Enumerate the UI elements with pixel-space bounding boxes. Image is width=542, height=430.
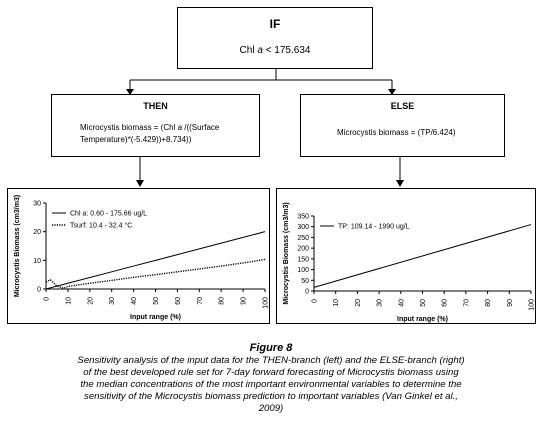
y-tick-label: 350 bbox=[297, 213, 309, 221]
if-condition-var: a bbox=[257, 45, 263, 56]
y-tick-label: 50 bbox=[301, 277, 309, 285]
x-tick-label: 50 bbox=[153, 297, 160, 305]
arrow-to-left-chart bbox=[136, 180, 144, 187]
x-tick-label: 100 bbox=[262, 297, 269, 309]
x-axis-label: Input range (%) bbox=[397, 316, 448, 323]
if-condition-rest: < 175.634 bbox=[262, 45, 311, 56]
then-formula-line1-pre: Microcystis biomass = (Chl bbox=[80, 123, 178, 132]
x-tick-label: 100 bbox=[528, 299, 535, 311]
series-line-0 bbox=[46, 232, 265, 289]
y-tick-label: 100 bbox=[297, 267, 309, 275]
x-tick-label: 80 bbox=[485, 299, 493, 307]
y-tick-label: 20 bbox=[33, 229, 41, 237]
then-formula-line1-post: /((Surface bbox=[182, 123, 220, 132]
y-tick-label: 200 bbox=[297, 245, 309, 253]
arrow-to-right-chart bbox=[396, 180, 404, 187]
right-chart-panel bbox=[276, 188, 536, 324]
caption-line: the median concentrations of the most important environmental variables to determine the bbox=[80, 379, 462, 390]
x-tick-label: 60 bbox=[441, 299, 449, 307]
x-tick-label: 90 bbox=[506, 299, 514, 307]
x-tick-label: 70 bbox=[463, 299, 471, 307]
else-formula: Microcystis biomass = (TP/6.424) bbox=[337, 128, 456, 137]
left-chart bbox=[8, 189, 269, 323]
legend-label: Chl a: 0.60 - 175.66 ug/L bbox=[70, 210, 148, 218]
y-tick-label: 250 bbox=[297, 234, 309, 242]
x-tick-label: 50 bbox=[420, 299, 427, 307]
legend-label: Tsurf: 10.4 - 32.4 °C bbox=[70, 222, 133, 230]
x-tick-label: 40 bbox=[131, 297, 139, 305]
x-axis-label: Input range (%) bbox=[130, 314, 181, 321]
then-box bbox=[51, 94, 260, 157]
x-tick-label: 80 bbox=[218, 297, 226, 305]
else-box bbox=[300, 94, 505, 157]
caption-line: 2009) bbox=[258, 403, 284, 414]
series-line-1 bbox=[46, 259, 265, 288]
y-axis-label: Microcystis Biomass (cm3/m3) bbox=[14, 194, 21, 298]
x-tick-label: 20 bbox=[354, 299, 362, 307]
x-tick-label: 70 bbox=[196, 297, 204, 305]
x-tick-label: 60 bbox=[174, 297, 182, 305]
x-tick-label: 10 bbox=[65, 297, 73, 305]
then-box-title: THEN bbox=[143, 101, 168, 111]
then-formula-line2: Temperature)*(-5.429))+8.734)) bbox=[80, 135, 192, 144]
then-formula-line1-var: a bbox=[177, 123, 183, 132]
x-tick-label: 20 bbox=[87, 297, 95, 305]
legend-label: TP: 109.14 - 1990 ug/L bbox=[338, 223, 410, 231]
y-tick-label: 30 bbox=[33, 200, 41, 208]
y-tick-label: 10 bbox=[33, 257, 41, 265]
x-tick-label: 30 bbox=[376, 299, 384, 307]
caption-line: of the best developed rule set for 7-day forward forecasting of Microcystis biomass using bbox=[83, 367, 459, 378]
then-formula bbox=[80, 122, 219, 146]
y-tick-label: 0 bbox=[37, 286, 41, 294]
figure-caption bbox=[0, 355, 542, 415]
x-tick-label: 40 bbox=[398, 299, 406, 307]
x-tick-label: 90 bbox=[240, 297, 248, 305]
x-tick-label: 0 bbox=[311, 299, 319, 303]
y-tick-label: 150 bbox=[297, 256, 309, 264]
caption-line: Sensitivity analysis of the input data for the THEN-branch (left) and the ELSE-branch (right) bbox=[77, 355, 465, 366]
x-tick-label: 10 bbox=[333, 299, 341, 307]
x-tick-label: 30 bbox=[109, 297, 117, 305]
caption-line: sensitivity of the Microcystis biomass prediction to important variables (Van Ginkel et al., bbox=[84, 391, 458, 402]
right-chart bbox=[277, 189, 535, 323]
y-axis-label: Microcystis Biomass (cm3/m3) bbox=[283, 202, 290, 305]
then-formula-line1 bbox=[80, 122, 219, 134]
series-line-0 bbox=[314, 225, 531, 288]
left-chart-panel bbox=[7, 188, 270, 324]
y-tick-label: 0 bbox=[305, 288, 309, 296]
figure-title: Figure 8 bbox=[249, 342, 293, 354]
else-box-title: ELSE bbox=[390, 101, 415, 111]
x-tick-label: 0 bbox=[43, 297, 51, 301]
y-tick-label: 300 bbox=[297, 224, 309, 232]
if-condition-prefix: Chl bbox=[239, 45, 258, 56]
if-box-title: IF bbox=[269, 17, 281, 31]
